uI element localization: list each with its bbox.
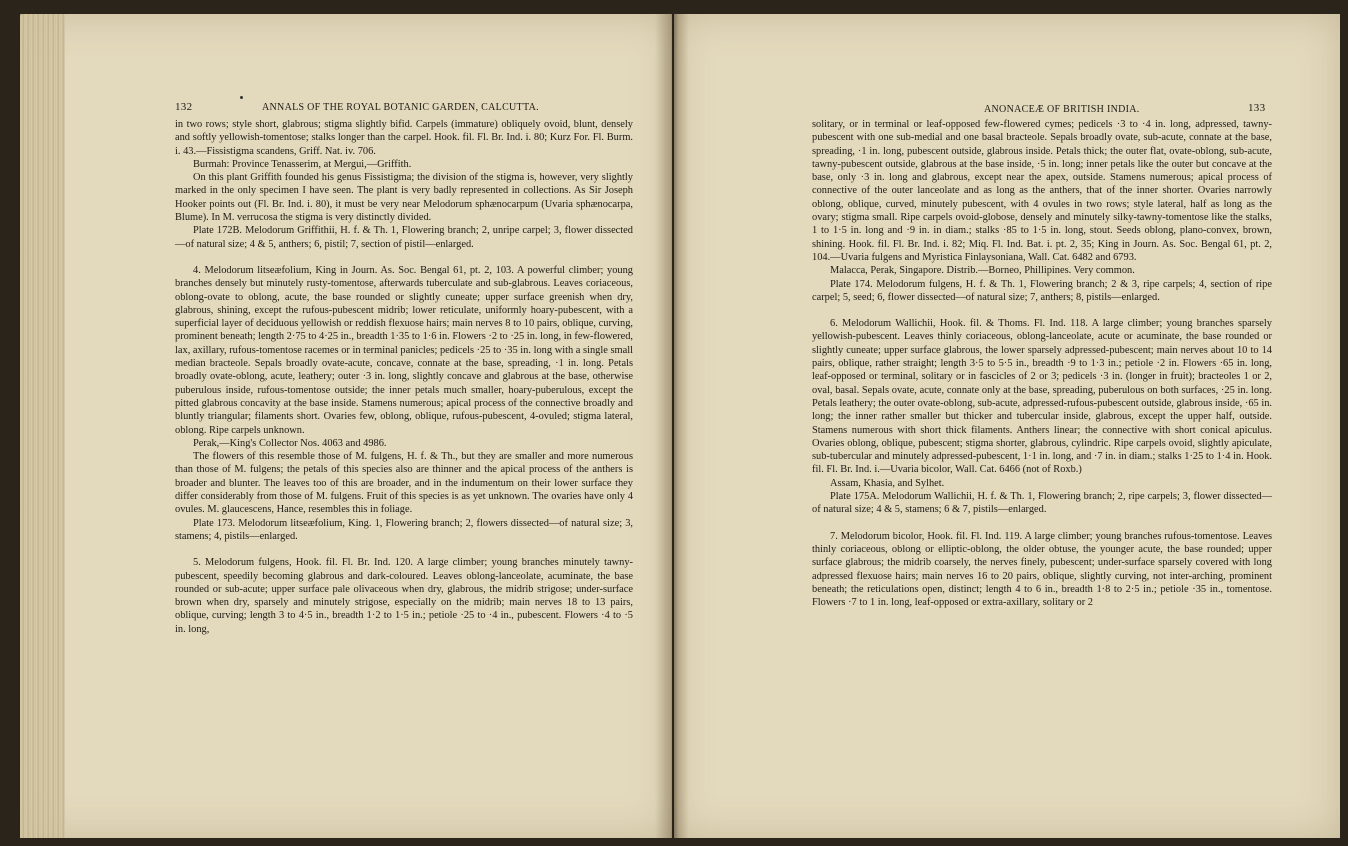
- paragraph: in two rows; style short, glabrous; stigma slightly bifid. Carpels (immature) obliquely ovoid, blunt, densely and softly yellowish-tomentose; stalks longer than the carpel. Hook. fil. Fl. Br. Ind. i. 80; Kurz For. Fl. Burm. i. 43.—Fissistigma scandens, Griff. Nat. iv. 706.: [175, 119, 633, 157]
- paragraph: Burmah: Province Tenasserim, at Mergui,—Griffith.: [193, 158, 412, 170]
- left-page-number: 132: [175, 101, 193, 113]
- right-page-number: 133: [1248, 102, 1266, 114]
- paragraph: On this plant Griffith founded his genus Fissistigma; the division of the stigma is, however, very slightly marked in the only specimen I have seen. The plant is very badly represented in collections. As Sir Joseph Hooker points out (Fl. Br. Ind. i. 80), it must be very near Melodorum sphænocarpum (Uvaria sphænocarpa, Blume). In M. verrucosa the stigma is very distinctly divided.: [175, 172, 633, 224]
- right-running-head: ANONACEÆ OF BRITISH INDIA.: [984, 104, 1140, 115]
- plate-caption: Plate 172B. Melodorum Griffithii, H. f. & Th. 1, Flowering branch; 2, unripe carpel; 3, flower dissected—of natural size; 4 & 5, anthers; 6, pistil; 7, section of pistil—enlarged.: [175, 225, 633, 250]
- paragraph: The flowers of this resemble those of M. fulgens, H. f. & Th., but they are smaller and more numerous than those of M. fulgens; the petals of this species also are thinner and the apical process of the anthers is broader and blunter. The leaves too of this are broader, and in the indumentum on their lower surface they differ considerably from those of M. fulgens. Fruit of this species is as yet unknown. The ovaries have only 4 ovules. M. glaucescens, Hance, resembles this in foliage.: [175, 451, 633, 516]
- right-page-body: [812, 118, 1272, 609]
- plate-caption: Plate 175A. Melodorum Wallichii, H. f. & Th. 1, Flowering branch; 2, ripe carpels; 3, flower dissected—of natural size; 4 & 5, stamens; 6 & 7, pistils—enlarged.: [812, 491, 1272, 516]
- book-edge: [20, 14, 65, 838]
- left-page-body: [175, 118, 633, 636]
- paragraph: Assam, Khasia, and Sylhet.: [830, 477, 945, 489]
- book-gutter: [655, 14, 689, 838]
- species-entry: 5. Melodorum fulgens, Hook. fil. Fl. Br. Ind. 120. A large climber; young branches minutely tawny-pubescent, speedily becoming glabrous and dark-coloured. Leaves oblong-lanceolate, acuminate, the base rounded or sub-acute; upper surface pale olivaceous when dry, glabrous, the midrib strigose; under-surface brown when dry, sparsely and minutely strigose, especially on the midrib; main nerves 18 to 13 pairs, oblique, curving; length 3 to 4·5 in., breadth 1·2 to 1·5 in.; petiole ·25 to ·4 in., pubescent. Flowers ·4 to ·5 in. long,: [175, 557, 633, 635]
- plate-caption: Plate 174. Melodorum fulgens, H. f. & Th. 1, Flowering branch; 2 & 3, ripe carpels; 4, section of ripe carpel; 5, seed; 6, flower dissected—of natural size; 7, anthers; 8, pistils—enlarged.: [812, 278, 1272, 303]
- left-running-head: ANNALS OF THE ROYAL BOTANIC GARDEN, CALCUTTA.: [262, 102, 539, 113]
- paragraph: solitary, or in terminal or leaf-opposed few-flowered cymes; pedicels ·3 to ·4 in. long, adpressed, tawny-pubescent with one sub-medial and one basal bracteole. Sepals broadly ovate, sub-acute, connate at the base, spreading, ·1 in. long, pubescent outside, glabrous inside. Petals thick; the outer flat, ovate-oblong, sub-acute, tawny-pubescent outside, glabrous at the base inside, ·5 in. long; inner petals like the outer but concave at the base, only ·3 in. long and glabrous, except near the apex, outside. Stamens numerous; apical process of connective of the outer lanceolate and as long as the anthers, that of the inner shorter. Ovaries narrowly oblong, oblique, curved, minutely pubescent, with 4 ovules in two rows; style lateral, half as long as the ovary; stigma small. Ripe carpels ovoid-globose, densely and minutely silky-tawny-tomentose like the stalks, 1 to 1·5 in. long and ·9 in. in diam.; stalks ·85 to 1·5 in. long, stout. Seeds oblong, plano-convex, brown, shining. Hook. fil. Fl. Br. Ind. i. 82; Miq. Fl. Ind. Bat. i. pt. 2, 35; King in Journ. As. Soc. Bengal 61, pt. 2, 104.—Uvaria fulgens and Myristica Finlaysoniana, Wall. Cat. 6482 and 6793.: [812, 119, 1272, 263]
- paragraph: Malacca, Perak, Singapore. Distrib.—Borneo, Phillipines. Very common.: [830, 265, 1135, 277]
- paragraph: Perak,—King's Collector Nos. 4063 and 4986.: [193, 437, 387, 449]
- ink-speck: [240, 96, 243, 99]
- species-entry: 4. Melodorum litseæfolium, King in Journ. As. Soc. Bengal 61, pt. 2, 103. A powerful climber; young branches densely but minutely rusty-tomentose, afterwards tuberculate and sub-glabrous. Leaves coriaceous, oblong-ovate to oblong, acute, the base rounded or slightly cuneate; upper surface greenish when dry, glabrous, shining, except the rufous-pubescent midrib; lower reticulate, uniformly hoary-pubescent, with a superficial layer of deciduous yellowish or reddish flexuose hairs; main nerves 8 to 10 pairs, oblique, curving, prominent beneath; length 2·75 to 4·25 in., breadth 1·35 to 1·6 in. Flowers ·2 to ·25 in. long, in few-flowered, lax, axillary, rufous-tomentose racemes or in terminal panicles; pedicels ·25 to ·35 in. long with a single small median bracteole. Sepals broadly ovate-acute, concave, connate at the base, spreading, ·1 in. long. Petals broadly ovate-oblong, acute, leathery; outer ·3 in. long, slightly concave and glabrous at the base, otherwise puberulous inside, rufous-tomentose outside; the inner petals much smaller, hoary-puberulous, except the pitted glabrous concavity at the base inside. Stamens numerous; apical process of the connective broadly and bluntly triangular; filaments short. Ovaries few, oblong, oblique, rufous-pubescent, 4-ovuled; stigma lateral, oblong. Ripe carpels unknown.: [175, 264, 633, 436]
- species-entry: 6. Melodorum Wallichii, Hook. fil. & Thoms. Fl. Ind. 118. A large climber; young branches sparsely yellowish-pubescent. Leaves thinly coriaceous, oblong-lanceolate, acute or acuminate, the base rounded or slightly cuneate; upper surface glabrous, the lower sparsely adpressed-pubescent; main nerves about 10 to 14 pairs, oblique, rather straight; length 3·5 to 5·5 in., breadth ·9 to 1·3 in.; petiole ·2 in. Flowers ·65 in. long, leaf-opposed or terminal, solitary or in fascicles of 2 or 3; pedicels ·3 in. (longer in fruit); bracteoles 1 or 2, oval, basal. Sepals ovate, acute, connate only at the base, spreading, puberulous on both surfaces, ·25 in. long. Petals leathery; the outer ovate-oblong, sub-acute, adpressed-rufous-pubescent outside, glabrous inside, ·65 in. long; the inner rather smaller but thicker and tubercular inside, glabrous, except the upper half, outside. Stamens numerous with short thick filaments. Anthers linear; the connective with short conical apiculus. Ovaries oblong, oblique, pubescent; stigma shorter, glabrous, cylindric. Ripe carpels ovoid, slightly apiculate, sub-tubercular and minutely adpressed-pubescent, 1·1 in. long, and ·7 in. in diam.; stalks 1·25 to 1·4 in. Hook. fil. Fl. Br. Ind. i.—Uvaria bicolor, Wall. Cat. 6466 (not of Roxb.): [812, 318, 1272, 476]
- plate-caption: Plate 173. Melodorum litseæfolium, King. 1, Flowering branch; 2, flowers dissected—of natural size; 3, stamens; 4, pistils—enlarged.: [175, 517, 633, 542]
- species-entry: 7. Melodorum bicolor, Hook. fil. Fl. Ind. 119. A large climber; young branches rufous-tomentose. Leaves thinly coriaceous, oblong or elliptic-oblong, the older obtuse, the younger acute, the base rounded; upper surface glabrous; the midrib coarsely, the nerves finely, pubescent; under-surface sparsely covered with long adpressed flexuose hairs; main nerves 16 to 20 pairs, oblique, slightly curving, not inter-arching, prominent beneath; the reticulations open, distinct; length 4 to 6 in., breadth 1·8 to 2·5 in.; petiole ·35 in., tomentose. Flowers ·7 to 1 in. long, leaf-opposed or extra-axillary, solitary or 2: [812, 530, 1272, 609]
